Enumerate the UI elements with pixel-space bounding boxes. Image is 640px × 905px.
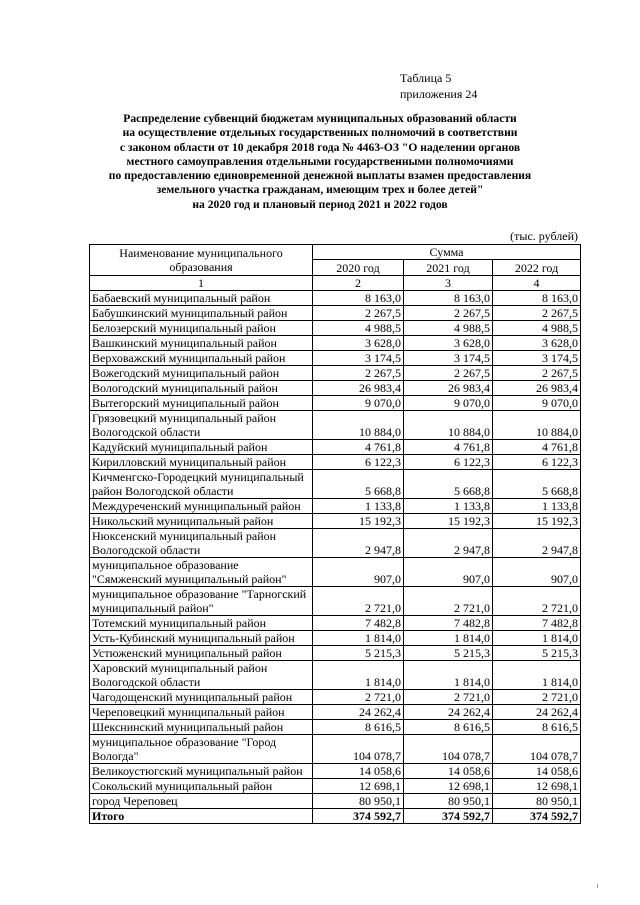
municipality-name: Вожегодский муниципальный район bbox=[90, 366, 313, 381]
table-row bbox=[90, 366, 581, 381]
municipality-name: Бабаевский муниципальный район bbox=[90, 291, 313, 306]
table-row bbox=[90, 661, 581, 690]
amount-2021: 2 947,8 bbox=[404, 529, 493, 558]
amount-2021: 6 122,3 bbox=[404, 455, 493, 470]
amount-2020: 15 192,3 bbox=[313, 514, 404, 529]
table-reference bbox=[400, 70, 477, 102]
amount-2020: 3 174,5 bbox=[313, 351, 404, 366]
municipality-name: город Череповец bbox=[90, 794, 313, 809]
amount-2020: 2 267,5 bbox=[313, 366, 404, 381]
margin-mark bbox=[597, 884, 598, 888]
amount-2021: 26 983,4 bbox=[404, 381, 493, 396]
amount-2022: 374 592,7 bbox=[493, 809, 581, 824]
municipality-name: муниципальное образование "Тарногский муниципальный район" bbox=[90, 587, 313, 616]
amount-2020: 2 721,0 bbox=[313, 587, 404, 616]
amount-2021: 4 761,8 bbox=[404, 440, 493, 455]
amount-2022: 1 814,0 bbox=[493, 631, 581, 646]
municipality-name: Нюксенский муниципальный район Вологодской области bbox=[90, 529, 313, 558]
amount-2022: 1 133,8 bbox=[493, 499, 581, 514]
amount-2021: 104 078,7 bbox=[404, 735, 493, 764]
municipality-name: Харовский муниципальный район Вологодской области bbox=[90, 661, 313, 690]
amount-2022: 8 163,0 bbox=[493, 291, 581, 306]
amount-2022: 7 482,8 bbox=[493, 616, 581, 631]
amount-2022: 4 988,5 bbox=[493, 321, 581, 336]
amount-2020: 104 078,7 bbox=[313, 735, 404, 764]
table-row bbox=[90, 336, 581, 351]
municipality-name: Великоустюгский муниципальный район bbox=[90, 764, 313, 779]
title-line: на 2020 год и плановый период 2021 и 2022 годов bbox=[192, 197, 448, 211]
table-row bbox=[90, 351, 581, 366]
municipality-name: Тотемский муниципальный район bbox=[90, 616, 313, 631]
amount-2020: 3 628,0 bbox=[313, 336, 404, 351]
amount-2021: 8 616,5 bbox=[404, 720, 493, 735]
amount-2022: 80 950,1 bbox=[493, 794, 581, 809]
title-line: с законом области от 10 декабря 2018 года № 4463-ОЗ "О наделении органов bbox=[119, 140, 521, 154]
amount-2022: 8 616,5 bbox=[493, 720, 581, 735]
title-line: местного самоуправления отдельными государственными полномочиями bbox=[126, 154, 514, 168]
municipality-name: Сокольский муниципальный район bbox=[90, 779, 313, 794]
amount-2021: 15 192,3 bbox=[404, 514, 493, 529]
header-year-2021: 2021 год bbox=[404, 260, 493, 276]
municipality-name: Шекснинский муниципальный район bbox=[90, 720, 313, 735]
amount-2021: 8 163,0 bbox=[404, 291, 493, 306]
amount-2021: 9 070,0 bbox=[404, 396, 493, 411]
table-row bbox=[90, 470, 581, 499]
amount-2020: 1 814,0 bbox=[313, 631, 404, 646]
amount-2020: 907,0 bbox=[313, 558, 404, 587]
subvention-table bbox=[89, 244, 581, 824]
table-row bbox=[90, 291, 581, 306]
total-label: Итого bbox=[90, 809, 313, 824]
amount-2020: 2 721,0 bbox=[313, 690, 404, 705]
municipality-name: муниципальное образование "Город Вологда" bbox=[90, 735, 313, 764]
units-note: (тыс. рублей) bbox=[510, 229, 578, 243]
table-row bbox=[90, 411, 581, 440]
title-line: по предоставлению единовременной денежной выплаты взамен предоставления bbox=[108, 169, 532, 183]
amount-2020: 14 058,6 bbox=[313, 764, 404, 779]
amount-2020: 9 070,0 bbox=[313, 396, 404, 411]
amount-2020: 7 482,8 bbox=[313, 616, 404, 631]
amount-2020: 2 267,5 bbox=[313, 306, 404, 321]
table-row bbox=[90, 587, 581, 616]
header-name: Наименование муниципального образования bbox=[90, 245, 313, 276]
amount-2021: 1 814,0 bbox=[404, 631, 493, 646]
amount-2021: 4 988,5 bbox=[404, 321, 493, 336]
amount-2021: 3 174,5 bbox=[404, 351, 493, 366]
municipality-name: Никольский муниципальный район bbox=[90, 514, 313, 529]
amount-2022: 907,0 bbox=[493, 558, 581, 587]
total-row bbox=[90, 809, 581, 824]
amount-2020: 2 947,8 bbox=[313, 529, 404, 558]
table-row bbox=[90, 794, 581, 809]
municipality-name: Вытегорский муниципальный район bbox=[90, 396, 313, 411]
amount-2022: 5 668,8 bbox=[493, 470, 581, 499]
appendix-reference: приложения 24 bbox=[400, 87, 478, 101]
amount-2022: 2 947,8 bbox=[493, 529, 581, 558]
table-number: Таблица 5 bbox=[400, 71, 452, 85]
table-row bbox=[90, 779, 581, 794]
title-line: земельного участка гражданам, имеющим трех и более детей" bbox=[156, 183, 484, 197]
amount-2020: 8 616,5 bbox=[313, 720, 404, 735]
amount-2022: 4 761,8 bbox=[493, 440, 581, 455]
document-title bbox=[70, 112, 570, 212]
municipality-name: Кадуйский муниципальный район bbox=[90, 440, 313, 455]
amount-2021: 1 814,0 bbox=[404, 661, 493, 690]
table-row bbox=[90, 690, 581, 705]
column-number: 3 bbox=[404, 276, 493, 291]
amount-2022: 6 122,3 bbox=[493, 455, 581, 470]
municipality-name: Бабушкинский муниципальный район bbox=[90, 306, 313, 321]
table-row bbox=[90, 381, 581, 396]
amount-2022: 26 983,4 bbox=[493, 381, 581, 396]
header-row bbox=[90, 245, 581, 260]
table-row bbox=[90, 514, 581, 529]
column-number: 1 bbox=[90, 276, 313, 291]
municipality-name: Верховажский муниципальный район bbox=[90, 351, 313, 366]
amount-2021: 374 592,7 bbox=[404, 809, 493, 824]
header-year-2020: 2020 год bbox=[313, 260, 404, 276]
amount-2020: 5 668,8 bbox=[313, 470, 404, 499]
municipality-name: Усть-Кубинский муниципальный район bbox=[90, 631, 313, 646]
amount-2022: 15 192,3 bbox=[493, 514, 581, 529]
table-row bbox=[90, 529, 581, 558]
amount-2022: 10 884,0 bbox=[493, 411, 581, 440]
table-row bbox=[90, 558, 581, 587]
municipality-name: Кирилловский муниципальный район bbox=[90, 455, 313, 470]
amount-2022: 2 721,0 bbox=[493, 690, 581, 705]
amount-2020: 80 950,1 bbox=[313, 794, 404, 809]
table-row bbox=[90, 646, 581, 661]
amount-2022: 2 721,0 bbox=[493, 587, 581, 616]
amount-2020: 374 592,7 bbox=[313, 809, 404, 824]
table-row bbox=[90, 499, 581, 514]
header-sum: Сумма bbox=[313, 245, 581, 260]
municipality-name: Грязовецкий муниципальный район Вологодской области bbox=[90, 411, 313, 440]
amount-2021: 24 262,4 bbox=[404, 705, 493, 720]
amount-2020: 6 122,3 bbox=[313, 455, 404, 470]
municipality-name: Вашкинский муниципальный район bbox=[90, 336, 313, 351]
amount-2020: 26 983,4 bbox=[313, 381, 404, 396]
amount-2020: 1 814,0 bbox=[313, 661, 404, 690]
amount-2022: 14 058,6 bbox=[493, 764, 581, 779]
amount-2021: 3 628,0 bbox=[404, 336, 493, 351]
municipality-name: Междуреченский муниципальный район bbox=[90, 499, 313, 514]
table-row bbox=[90, 306, 581, 321]
amount-2022: 104 078,7 bbox=[493, 735, 581, 764]
amount-2020: 12 698,1 bbox=[313, 779, 404, 794]
table-row bbox=[90, 321, 581, 336]
amount-2020: 4 761,8 bbox=[313, 440, 404, 455]
amount-2022: 3 628,0 bbox=[493, 336, 581, 351]
table-row bbox=[90, 720, 581, 735]
amount-2020: 1 133,8 bbox=[313, 499, 404, 514]
amount-2022: 9 070,0 bbox=[493, 396, 581, 411]
amount-2021: 7 482,8 bbox=[404, 616, 493, 631]
amount-2021: 10 884,0 bbox=[404, 411, 493, 440]
column-number: 4 bbox=[493, 276, 581, 291]
amount-2021: 2 267,5 bbox=[404, 366, 493, 381]
table-body bbox=[90, 291, 581, 824]
amount-2021: 1 133,8 bbox=[404, 499, 493, 514]
table-row bbox=[90, 396, 581, 411]
amount-2021: 5 668,8 bbox=[404, 470, 493, 499]
amount-2021: 80 950,1 bbox=[404, 794, 493, 809]
amount-2021: 2 267,5 bbox=[404, 306, 493, 321]
title-line: Распределение субвенций бюджетам муниципальных образований области bbox=[123, 112, 517, 125]
amount-2021: 5 215,3 bbox=[404, 646, 493, 661]
table-row bbox=[90, 764, 581, 779]
amount-2020: 8 163,0 bbox=[313, 291, 404, 306]
table-row bbox=[90, 631, 581, 646]
table-row bbox=[90, 455, 581, 470]
amount-2020: 5 215,3 bbox=[313, 646, 404, 661]
amount-2021: 14 058,6 bbox=[404, 764, 493, 779]
municipality-name: Вологодский муниципальный район bbox=[90, 381, 313, 396]
amount-2022: 5 215,3 bbox=[493, 646, 581, 661]
amount-2022: 1 814,0 bbox=[493, 661, 581, 690]
amount-2020: 4 988,5 bbox=[313, 321, 404, 336]
amount-2021: 2 721,0 bbox=[404, 690, 493, 705]
table-row bbox=[90, 705, 581, 720]
amount-2022: 2 267,5 bbox=[493, 306, 581, 321]
municipality-name: Белозерский муниципальный район bbox=[90, 321, 313, 336]
amount-2022: 24 262,4 bbox=[493, 705, 581, 720]
header-year-2022: 2022 год bbox=[493, 260, 581, 276]
title-line: на осуществление отдельных государственных полномочий в соответствии bbox=[122, 126, 518, 140]
municipality-name: Череповецкий муниципальный район bbox=[90, 705, 313, 720]
amount-2020: 24 262,4 bbox=[313, 705, 404, 720]
table-row bbox=[90, 440, 581, 455]
table-row bbox=[90, 735, 581, 764]
municipality-name: Устюженский муниципальный район bbox=[90, 646, 313, 661]
column-numbers-row bbox=[90, 276, 581, 291]
amount-2022: 12 698,1 bbox=[493, 779, 581, 794]
municipality-name: Кичменгско-Городецкий муниципальный район Вологодской области bbox=[90, 470, 313, 499]
amount-2022: 2 267,5 bbox=[493, 366, 581, 381]
amount-2022: 3 174,5 bbox=[493, 351, 581, 366]
table-row bbox=[90, 616, 581, 631]
municipality-name: муниципальное образование "Сямженский муниципальный район" bbox=[90, 558, 313, 587]
amount-2021: 2 721,0 bbox=[404, 587, 493, 616]
column-number: 2 bbox=[313, 276, 404, 291]
amount-2021: 12 698,1 bbox=[404, 779, 493, 794]
amount-2020: 10 884,0 bbox=[313, 411, 404, 440]
municipality-name: Чагодощенский муниципальный район bbox=[90, 690, 313, 705]
amount-2021: 907,0 bbox=[404, 558, 493, 587]
